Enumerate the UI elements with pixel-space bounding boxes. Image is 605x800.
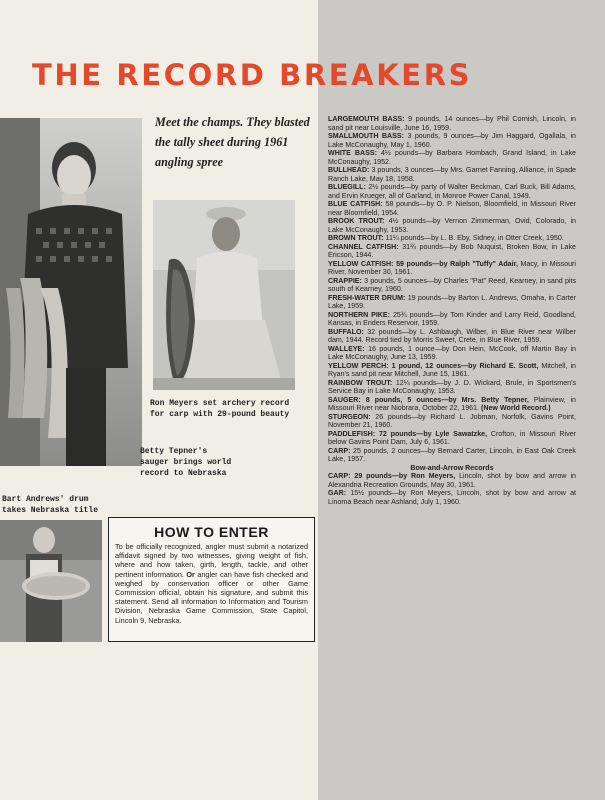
how-to-enter-text-1: To be officially recognized, angler must submit a notarized affidavit signed by two witnesses, giving weight of fish, where and how taken, girth, length, tackle, and other pertinent information. bbox=[115, 542, 308, 579]
record-entry: CARP: 25 pounds, 2 ounces—by Bernard Carter, Lincoln, in East Oak Creek Lake, 1957. bbox=[328, 446, 576, 463]
page-title: THE RECORD BREAKERS bbox=[32, 58, 473, 92]
bow-arrow-heading: Bow-and-Arrow Records bbox=[410, 463, 494, 472]
record-entry: CRAPPIE: 3 pounds, 5 ounces—by Charles "Pat" Reed, Kearney, in sand pits south of Kearney, 1960. bbox=[328, 276, 576, 293]
how-to-enter-box bbox=[108, 517, 315, 642]
record-entry: SAUGER: 8 pounds, 5 ounces—by Mrs. Betty Tepner, Plainview, in Missouri River near Niobrara, October 22, 1961. (New World Record.) bbox=[328, 395, 576, 412]
record-entry: NORTHERN PIKE: 25¾ pounds—by Tom Kinder and Larry Reid, Goodland, Kansas, in Enders Reservoir, 1959. bbox=[328, 310, 576, 327]
record-entry: SMALLMOUTH BASS: 3 pounds, 9 ounces—by Jim Haggard, Ogallala, in Lake McConaughy, May 1, 1960. bbox=[328, 132, 576, 149]
record-entry: LARGEMOUTH BASS: 9 pounds, 14 ounces—by Phil Cornish, Lincoln, in sand pit near Louisville, June 16, 1959. bbox=[328, 115, 576, 132]
records-list bbox=[328, 115, 576, 506]
how-to-enter-or: Or bbox=[186, 569, 195, 579]
intro-subtitle: Meet the champs. They blasted the tally sheet during 1961 angling spree bbox=[155, 115, 310, 169]
record-entry: STURGEON: 26 pounds—by Richard L. Jobman, Norfolk, Gavins Point, November 21, 1960. bbox=[328, 412, 576, 429]
bart-andrews-photo bbox=[0, 520, 102, 642]
ron-meyers-photo bbox=[153, 200, 295, 390]
andrews-caption: Bart Andrews' drum takes Nebraska title bbox=[2, 495, 99, 515]
record-entry: BROOK TROUT: 4½ pounds—by Vernon Zimmerman, Ovid, Colorado, in Lake McConaughy, 1953. bbox=[328, 217, 576, 234]
record-entry: WHITE BASS: 4½ pounds—by Barbara Hombach, Grand Island, in Lake McConaughy, 1952. bbox=[328, 149, 576, 166]
record-entry: BULLHEAD: 3 pounds, 3 ounces—by Mrs. Garnet Fanning, Alliance, in Spade Ranch Lake, May 18, 1958. bbox=[328, 166, 576, 183]
how-to-enter-body bbox=[115, 542, 308, 625]
bow-record-entry: GAR: 15½ pounds—by Ron Meyers, Lincoln, shot by bow and arrow at Linoma Beach near Ashland, July 1, 1960. bbox=[328, 489, 576, 506]
record-entry: BLUEGILL: 2½ pounds—by party of Walter Beckman, Carl Buck, Bill Adams, and Ervin Krueger, all of Garland, in Monroe Power Canal, 1949. bbox=[328, 183, 576, 200]
tepner-caption: Betty Tepner's sauger brings world record to Nebraska bbox=[140, 447, 232, 478]
record-entry: CHANNEL CATFISH: 31¾ pounds—by Bob Nuquist, Broken Bow, in Lake Ericson, 1944. bbox=[328, 242, 576, 259]
bow-record-entry: CARP: 29 pounds—by Ron Meyers, Lincoln, shot by bow and arrow in Alexandria Recreation Grounds, May 30, 1961. bbox=[328, 472, 576, 489]
record-entry: BLUE CATFISH: 58 pounds—by O. P. Nielson, Bloomfield, in Missouri River near Bloomfield, 1954. bbox=[328, 200, 576, 217]
betty-tepner-photo bbox=[0, 118, 142, 466]
how-to-enter-text-2: angler can have fish checked and weighed by conservation officer or other Game Commission official, obtain his signature, and submit this statement. Send all information to Information and Tourism Division, Nebraska Game Commission, State Capitol, Lincoln 9, Nebraska. bbox=[115, 569, 308, 625]
record-entry: RAINBOW TROUT: 12¼ pounds—by J. D. Wickard, Brule, in Sportsmen's Service Bay in Lake McConaughy, 1953. bbox=[328, 378, 576, 395]
record-entry: YELLOW CATFISH: 59 pounds—by Ralph "Tuffy" Adair, Macy, in Missouri River, November 30, 1961. bbox=[328, 259, 576, 276]
record-entry: WALLEYE: 16 pounds, 1 ounce—by Don Hein, McCook, off Martin Bay in Lake McConaughy, June 13, 1959. bbox=[328, 344, 576, 361]
meyers-caption: Ron Meyers set archery record for carp with 29-pound beauty bbox=[150, 399, 290, 419]
record-entry: PADDLEFISH: 72 pounds—by Lyle Sawatzke, Crofton, in Missouri River below Gavins Point Dam, July 6, 1961. bbox=[328, 429, 576, 446]
how-to-enter-title: HOW TO ENTER bbox=[154, 524, 269, 540]
record-entry: BUFFALO: 32 pounds—by L. Ashbaugh, Wilber, in Blue River near Wilber dam, 1944. Record tied by Morris Sweet, Crete, in Blue River, 1959. bbox=[328, 327, 576, 344]
record-entry: YELLOW PERCH: 1 pound, 12 ounces—by Richard E. Scott, Mitchell, in Ryan's sand pit near Mitchell, June 15, 1961. bbox=[328, 361, 576, 378]
record-entry: FRESH-WATER DRUM: 19 pounds—by Barton L. Andrews, Omaha, in Carter Lake, 1959. bbox=[328, 293, 576, 310]
record-entry: BROWN TROUT: 11¼ pounds—by L. B. Eby, Sidney, in Otter Creek, 1950. bbox=[328, 234, 564, 242]
